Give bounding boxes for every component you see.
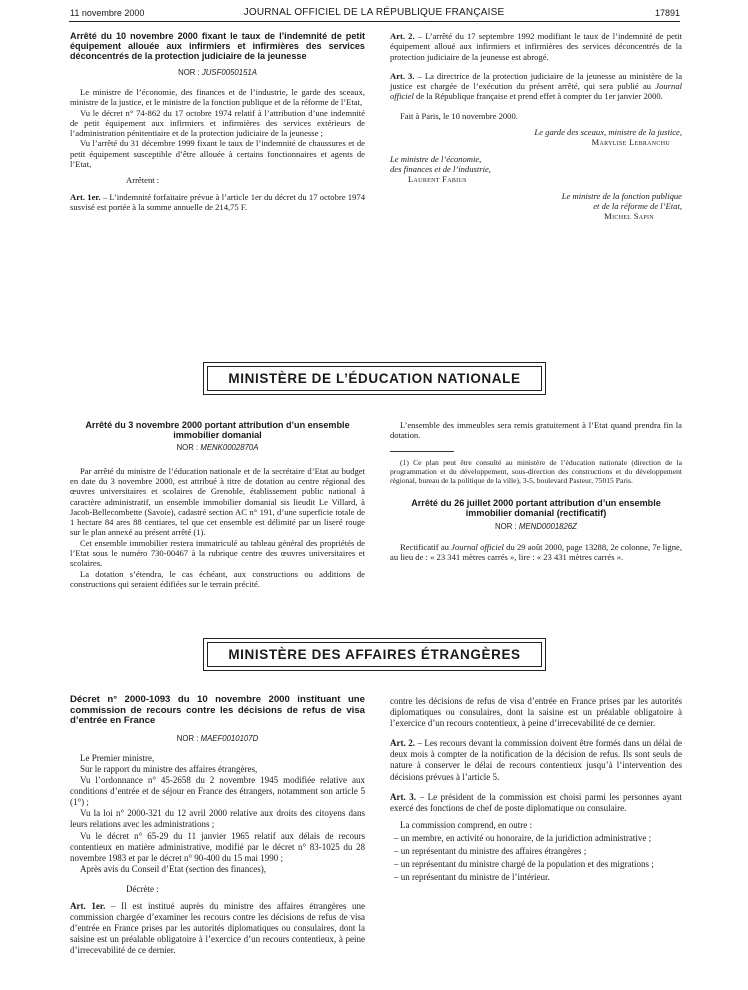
block4-intro-1: Le Premier ministre, [80, 752, 155, 763]
block2-paragraph-4: L’ensemble des immeubles sera remis gratuitement à l’Etat quand prendra fin la dotation. [390, 420, 682, 441]
ministry-foreign-affairs-heading: MINISTÈRE DES AFFAIRES ÉTRANGÈRES [203, 638, 546, 671]
journal-title: JOURNAL OFFICIEL DE LA RÉPUBLIQUE FRANÇAISE [243, 7, 505, 18]
block2-paragraph-1: Par arrêté du ministre de l’éducation nationale et de la secrétaire d’Etat au budget en date du 3 novembre 2000, est attribué à titre de dotation au centre régional des œuvres universitaires et scolaires de Grenoble, établissement public national à caractère administratif, un ensemble immobilier domanial sis lieudit Le Villard, à Jacob-Bellecombette (Savoie), cadastré section AC n° 191, d’une superficie totale de 1 hectare 84 ares 88 centiares, tel que cet ensemble est délimité par un liseré rouge sur le plan annexé au présent arrêté (1). [70, 465, 365, 538]
block2-footnote: (1) Ce plan peut être consulté au ministère de l’éducation nationale (direction de la programmation et du développement, sous-direction des constructions et du développement régional, bureau de la politique de la ville), 3-5, boulevard Pasteur, 75015 Paris. [390, 457, 682, 485]
block4-vu1: Vu l’ordonnance n° 45-2658 du 2 novembre 1945 modifiée relative aux conditions d’entrée et de séjour en France des étrangers, notamment son article 5 (1°) ; [70, 775, 365, 808]
list-item: – un membre, en activité ou honoraire, de la juridiction administrative ; [394, 832, 652, 843]
ministry-education-heading: MINISTÈRE DE L’ÉDUCATION NATIONALE [203, 362, 546, 395]
block2-title: Arrêté du 3 novembre 2000 portant attribution d’un ensemble immobilier domanial [85, 420, 350, 441]
block4-right-column [390, 696, 682, 883]
block4-intro-2: Sur le rapport du ministre des affaires étrangères, [80, 763, 258, 774]
block1-intro: Le ministre de l’économie, des finances et de l’industrie, le garde des sceaux, ministre de la justice, et le ministre de la fonction publique et de la réforme de l’Etat, [70, 86, 365, 108]
block1-title: Arrêté du 10 novembre 2000 fixant le taux de l’indemnité de petit équipement allouée aux infirmiers et infirmières des services déconcentrés de la protection judiciaire de la jeunesse [70, 31, 365, 62]
page-number: 17891 [654, 8, 680, 18]
header-date: 11 novembre 2000 [70, 8, 145, 18]
block1-nor: NOR : JUSF0050151A [178, 67, 257, 77]
block4-decrete: Décrète : [126, 883, 159, 894]
block4-title: Décret n° 2000-1093 du 10 novembre 2000 instituant une commission de recours contre les décisions de refus de visa d’entrée en France [70, 694, 365, 727]
block1-vu1: Vu le décret n° 74-862 du 17 octobre 1974 relatif à l’attribution d’une indemnité de petit équipement aux infirmiers et infirmières des services extérieurs de l’administration pénitentiaire et de la protection judiciaire de la jeunesse ; [70, 107, 365, 139]
block4-article-3: Art. 3. – Le président de la commission est choisi parmi les personnes ayant exercé des fonctions de chef de poste diplomatique ou consulaire. [390, 791, 682, 813]
block2-paragraph-2: Cet ensemble immobilier restera immatriculé au tableau général des propriétés de l’Etat sous le numéro 730-00467 à la rubrique centre des œuvres universitaires et scolaires. [70, 537, 365, 569]
block1-arretent: Arrêtent : [126, 175, 160, 186]
signature-1-role: Le garde des sceaux, ministre de la justice, [534, 127, 682, 138]
block1-article-1: Art. 1er. – L’indemnité forfaitaire prévue à l’article 1er du décret du 17 octobre 1974 susvisé est portée à la somme annuelle de 214,75 F. [70, 191, 365, 212]
block4-comprend: La commission comprend, en outre : [400, 819, 532, 830]
block1-right-column [390, 31, 682, 221]
signature-3-role: Le ministre de la fonction publique et de la réforme de l’Etat, [561, 190, 682, 211]
block2-right-column [390, 420, 682, 563]
block4-vu3: Vu le décret n° 65-29 du 11 janvier 1965 relatif aux délais de recours contentieux en matière administrative, modifié par le décret n° 83-1025 du 28 novembre 1983 et par le décret n° 90-400 du 15 mai 1990 ; [70, 830, 365, 863]
signature-2-role: Le ministre de l’économie, des finances et de l’industrie, [390, 153, 491, 174]
footnote-rule [390, 451, 454, 452]
block1-left-column [70, 31, 365, 212]
block2-nor: NOR : MENK0002870A [176, 443, 259, 453]
list-item: – un représentant du ministre des affaires étrangères ; [394, 846, 587, 857]
header-rule [69, 21, 680, 22]
running-header [0, 0, 748, 22]
block1-vu2: Vu l’arrêté du 31 décembre 1999 fixant le taux de l’indemnité de chaussures et de petit équipement susceptible d’être allouée à certains fonctionnaires et agents de l’Etat, [70, 138, 365, 169]
list-item: – un représentant du ministre chargé de la population et des migrations ; [394, 859, 654, 870]
block2-left-column [70, 420, 365, 589]
block3-text: Rectificatif au Journal officiel du 29 août 2000, page 13288, 2e colonne, 7e ligne, au lieu de : « 23 341 mètres carrés », lire : « 23 431 mètres carrés ». [390, 541, 682, 563]
list-item: – un représentant du ministre de l’intérieur. [394, 872, 550, 883]
block1-fait: Fait à Paris, le 10 novembre 2000. [400, 110, 518, 121]
block1-article-2: Art. 2. – L’arrêté du 17 septembre 1992 modifiant le taux de l’indemnité de petit équipement alloué aux infirmiers et infirmières des services déconcentrés de la protection judiciaire de la jeunesse est abrogé. [390, 31, 683, 62]
block4-article-1: Art. 1er. – Il est institué auprès du ministre des affaires étrangères une commission chargée d’examiner les recours contre les décisions de refus de visa d’entrée en France prises par les autorités diplomatiques ou consulaires, dont la saisine est un préalable obligatoire à l’exercice d’un recours contentieux, à peine d’irrecevabilité de ce dernier. [70, 901, 365, 956]
block4-nor: NOR : MAEF0010107D [176, 733, 259, 743]
block2-paragraph-3: La dotation s’étendra, le cas échéant, aux constructions ou additions de constructions qui seraient édifiées sur le terrain précité. [70, 568, 365, 589]
block4-article-2: Art. 2. – Les recours devant la commission doivent être formés dans un délai de deux mois à compter de la notification de la décision de refus. Ils sont seuls de nature à conserver le délai de recours contentieux jusqu’à l’intervention des décisions prévues à l’article 5. [390, 738, 682, 782]
block3-title: Arrêté du 26 juillet 2000 portant attribution d’un ensemble immobilier domanial (rectificatif) [411, 498, 661, 519]
block4-vu2: Vu la loi n° 2000-321 du 12 avril 2000 relative aux droits des citoyens dans leurs relations avec les administrations ; [70, 808, 365, 830]
block1-article-3: Art. 3. – La directrice de la protection judiciaire de la jeunesse au ministère de la justice est chargée de l’exécution du présent arrêté, qui sera publié au Journal officiel de la République française et prend effet à compter du 1er janvier 2000. [390, 70, 683, 102]
block4-article-1-continued: contre les décisions de refus de visa d’entrée en France prises par les autorités diplomatiques ou consulaires, dont la saisine est un préalable obligatoire à l’exercice d’un recours contentieux, à peine d’irrecevabilité de ce dernier. [390, 696, 682, 729]
commission-members-list [390, 833, 682, 883]
signature-2-name: Laurent Fabius [408, 174, 467, 185]
block3-nor: NOR : MEND0001826Z [495, 521, 577, 531]
signature-3-name: Michel Sapin [604, 211, 654, 222]
signature-1-name: Marylise Lebranchu [591, 137, 670, 148]
block4-left-column [70, 694, 365, 956]
block4-avis: Après avis du Conseil d’Etat (section des finances), [80, 863, 266, 874]
